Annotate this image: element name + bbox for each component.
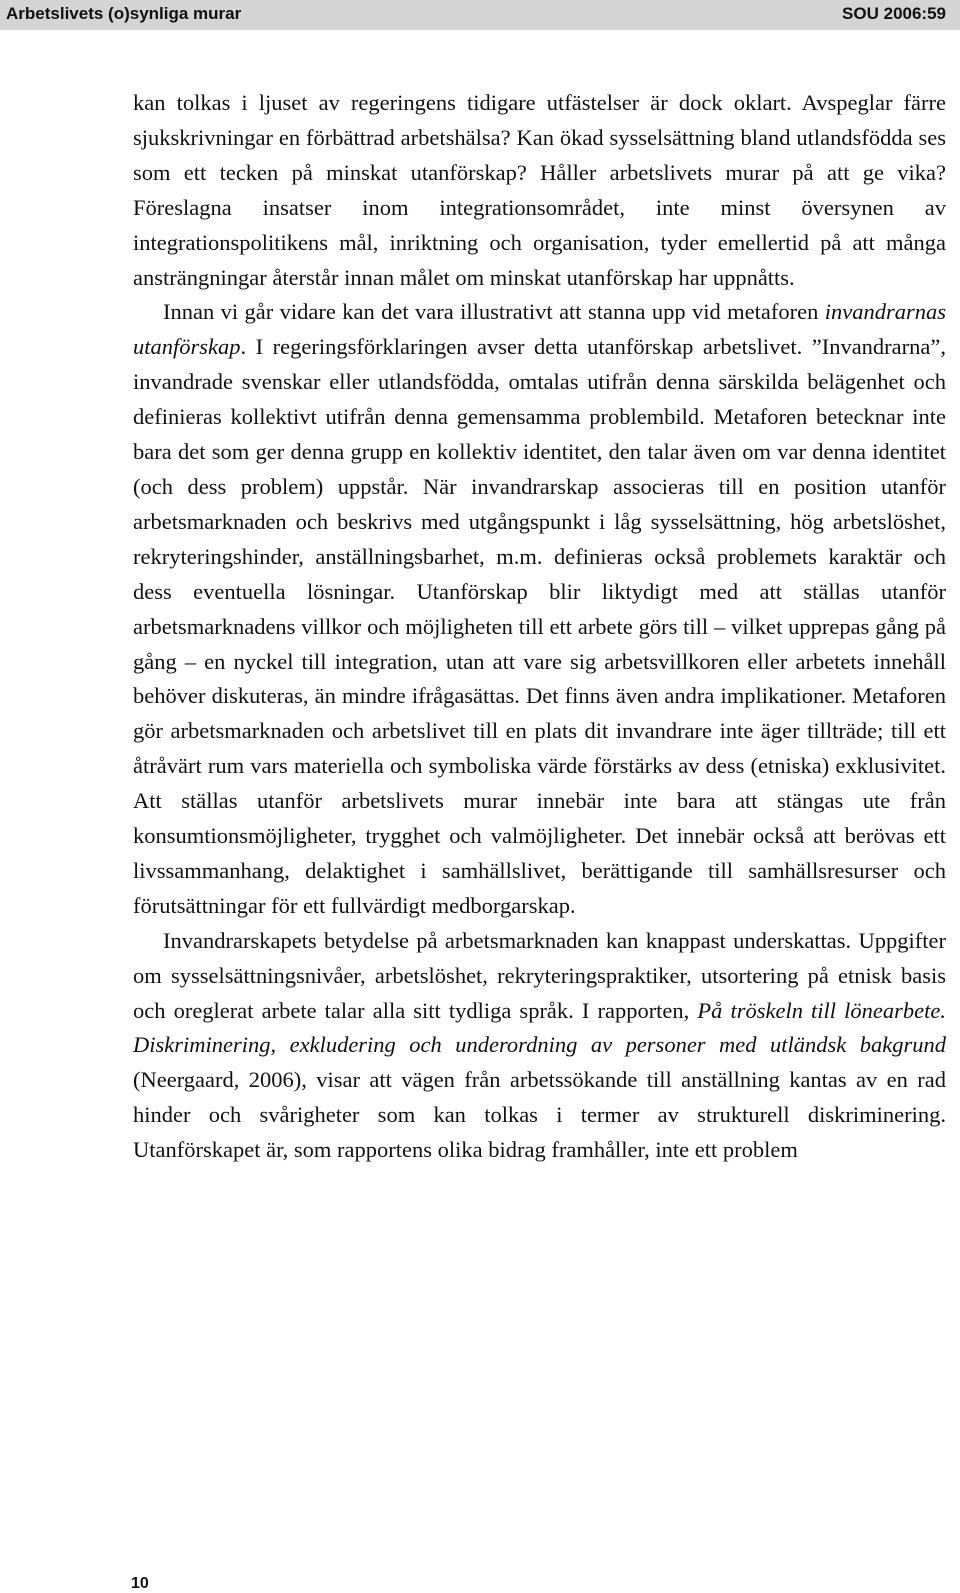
paragraph-text: . I regeringsförklaringen avser detta utanförskap arbetslivet. ”Invandrarna”, invandrade svenskar eller utlandsfödda, omtalas utifrån denna särskilda belägenhet och definieras kollektivt utifrån denna gemensamma problembild. Metaforen betecknar inte bara det som ger denna grupp en kollektiv identitet, den talar även om var denna identitet (och dess problem) uppstår. När invandrarskap associeras till en position utanför arbetsmarknaden och beskrivs med utgångspunkt i låg sysselsättning, hög arbetslöshet, rekryteringshinder, anställningsbarhet, m.m. definieras också problemets karaktär och dess eventuella lösningar. Utanförskap blir liktydigt med att ställas utanför arbetsmarknadens villkor och möjligheten till ett arbete görs till – vilket upprepas gång på gång – en nyckel till integration, utan att vare sig arbetsvillkoren eller arbetets innehåll behöver diskuteras, än mindre ifrågasättas. Det finns även andra implikationer. Metaforen gör arbetsmarknaden och arbetslivet till en plats dit invandrare inte äger tillträde; till ett åtråvärt rum vars materiella och symboliska värde förstärks av dess (etniska) exklusivitet. Att ställas utanför arbetslivets murar innebär inte bara att stängas ute från konsumtionsmöjligheter, trygghet och valmöjligheter. Det innebär också att berövas ett livssammanhang, delaktighet i samhällslivet, berättigande till samhällsresurser och förutsättningar för ett fullvärdigt medborgarskap. bbox=[133, 334, 946, 918]
page-number: 10 bbox=[131, 1575, 149, 1592]
italic-title-text: På tröskeln till lönearbete. Diskriminering, exkludering och underordning av personer med utländsk bakgrund bbox=[133, 997, 946, 1058]
paragraph bbox=[133, 295, 946, 923]
header-title: Arbetslivets (o)synliga murar bbox=[6, 4, 242, 23]
body-text bbox=[133, 86, 946, 1168]
running-header bbox=[0, 0, 960, 30]
paragraph-text: Invandrarskapets betydelse på arbetsmarknaden kan knappast underskattas. Uppgifter om sysselsättningsnivåer, arbetslöshet, rekryteringspraktiker, utsortering på etnisk basis och oreglerat arbete talar alla sitt tydliga språk. I rapporten, bbox=[133, 927, 946, 1023]
paragraph bbox=[133, 924, 946, 1168]
paragraph-text: Innan vi går vidare kan det vara illustrativt att stanna upp vid metaforen bbox=[163, 299, 825, 325]
italic-title-text: invandrarnas utanförskap bbox=[133, 299, 946, 360]
paragraph-text: kan tolkas i ljuset av regeringens tidigare utfästelser är dock oklart. Avspeglar färre sjukskrivningar en förbättrad arbetshälsa? Kan ökad sysselsättning bland utlandsfödda ses som ett tecken på minskat utanförskap? Håller arbetslivets murar på att ge vika? Föreslagna insatser inom integrationsområdet, inte minst översynen av integrationspolitikens mål, inriktning och organisation, tyder emellertid på att många ansträngningar återstår innan målet om minskat utanförskap har uppnåtts. bbox=[133, 90, 946, 290]
header-report-number: SOU 2006:59 bbox=[842, 4, 946, 23]
paragraph bbox=[133, 86, 946, 295]
paragraph-text: (Neergaard, 2006), visar att vägen från arbetssökande till anställning kantas av en rad hinder och svårigheter som kan tolkas i termer av strukturell diskriminering. Utanförskapet är, som rapportens olika bidrag framhåller, inte ett problem bbox=[133, 1067, 946, 1163]
